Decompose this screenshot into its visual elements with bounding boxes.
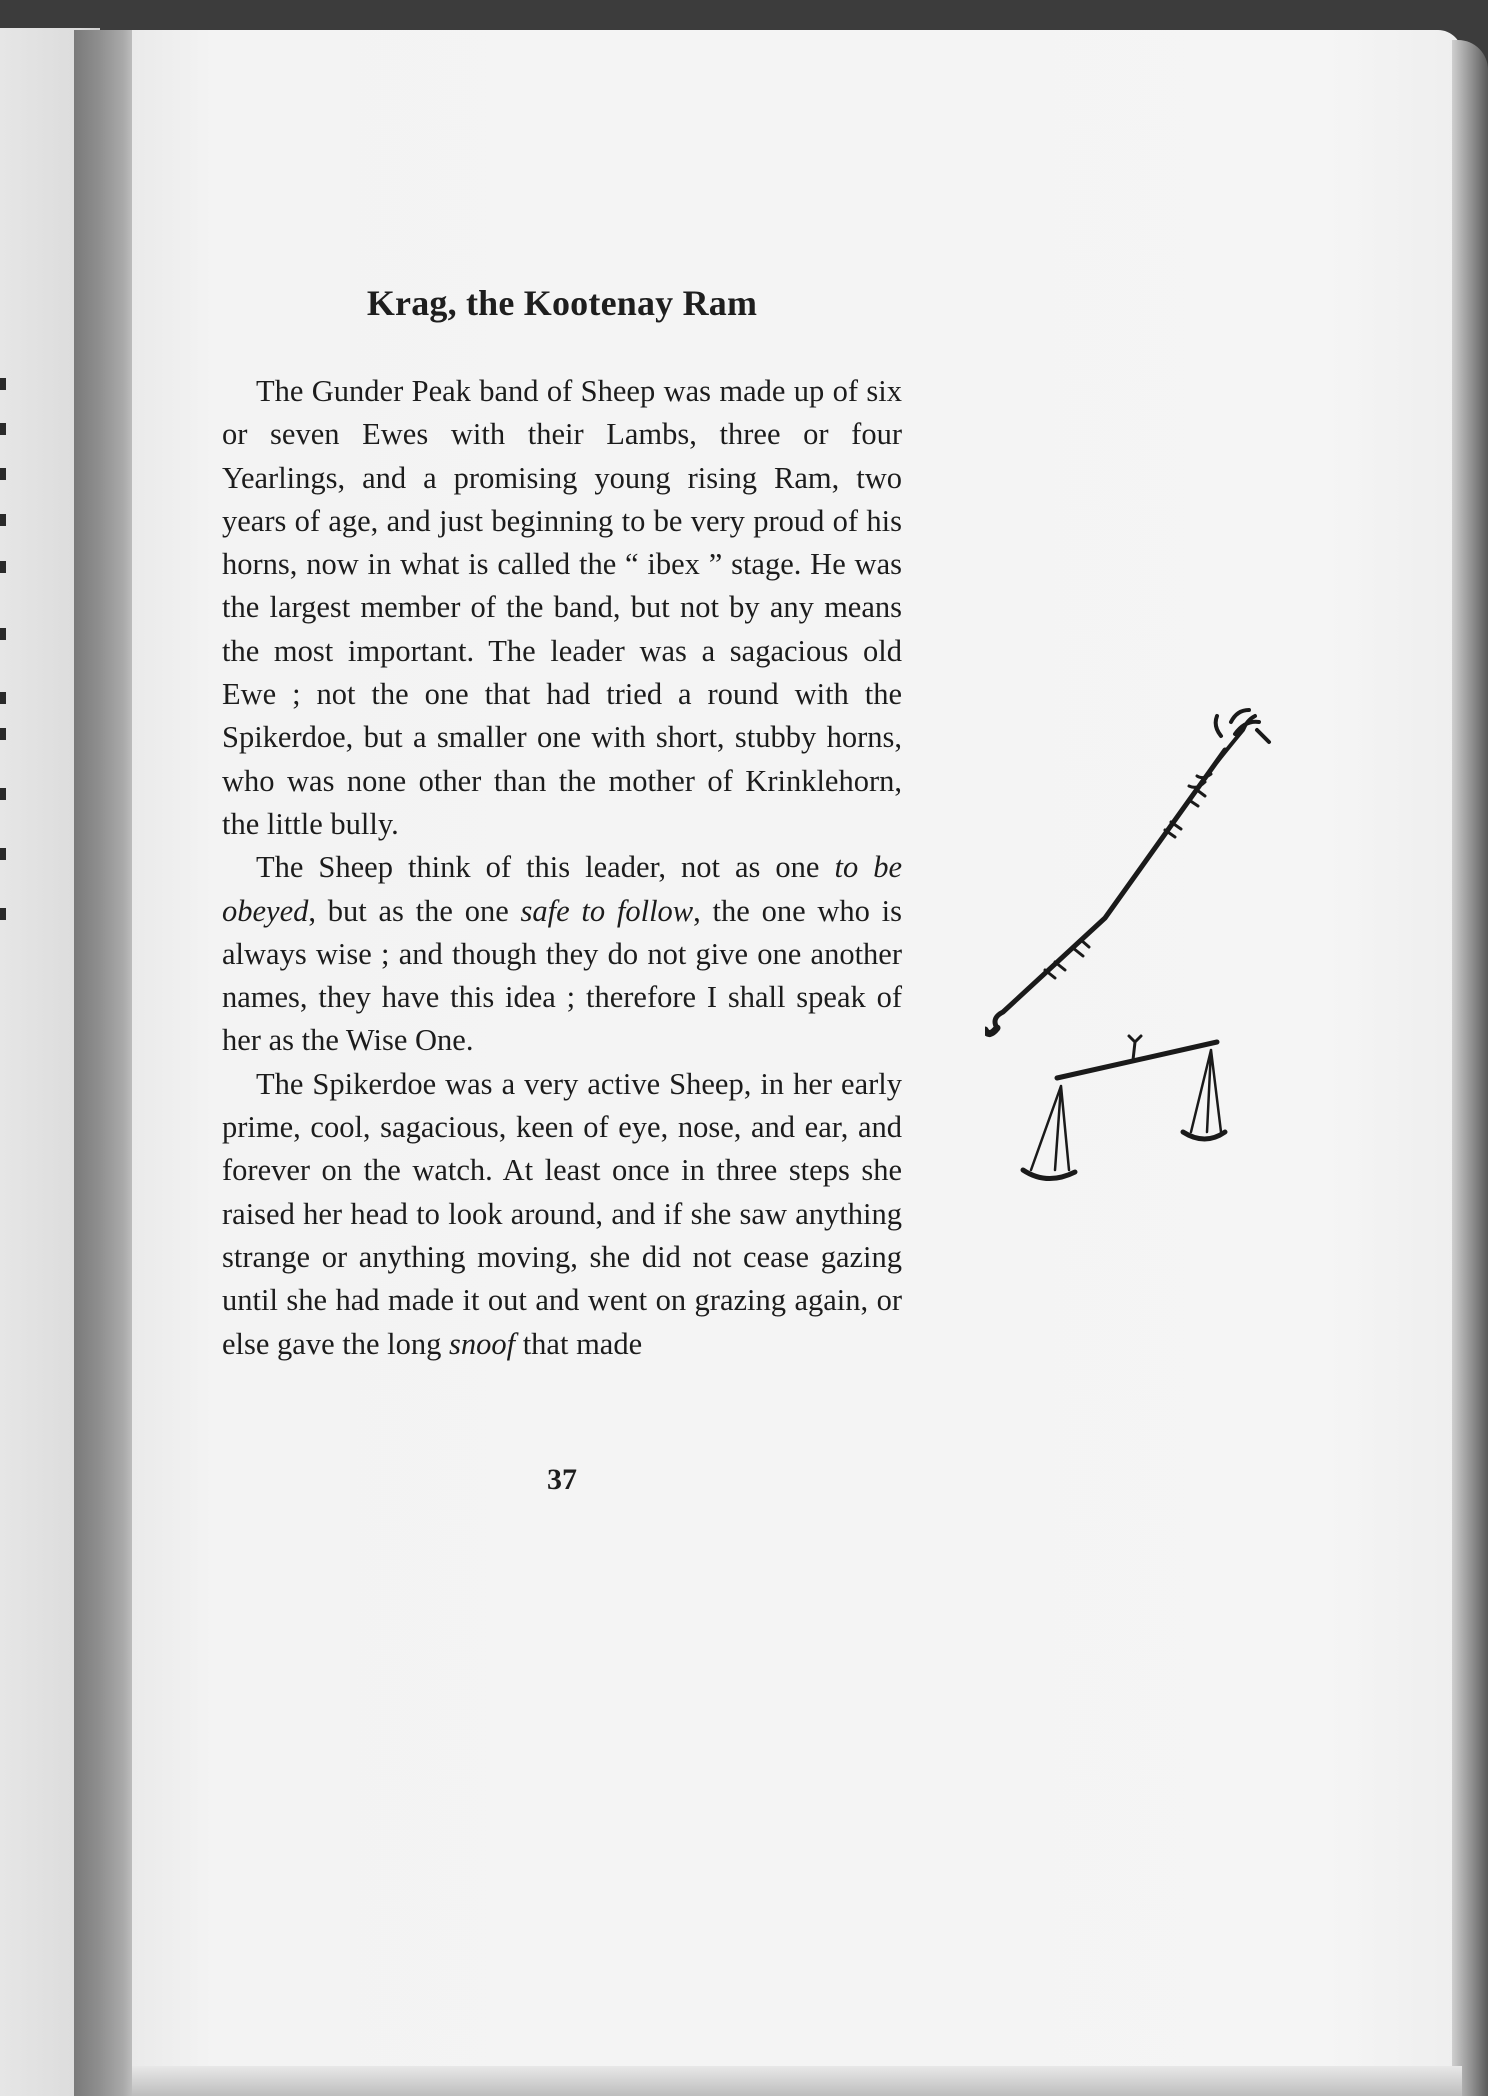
text-run: that made	[515, 1326, 643, 1361]
text-run: The Sheep think of this leader, not as one	[256, 850, 835, 885]
paragraph	[222, 1063, 902, 1366]
bleed-through-mark	[0, 423, 6, 435]
left-pan	[1023, 1170, 1075, 1179]
paragraph	[222, 846, 902, 1062]
bleed-through-mark	[0, 514, 6, 526]
staff-shaft	[995, 750, 1225, 1028]
bleed-through-mark	[0, 378, 6, 390]
bleed-through-mark	[0, 728, 6, 740]
staff-binding	[1165, 790, 1205, 837]
staff-binding	[1045, 940, 1089, 978]
bleed-through-mark	[0, 692, 6, 704]
staff-foliage	[1189, 774, 1211, 787]
scale-beam	[1057, 1042, 1217, 1078]
bleed-through-mark	[0, 788, 6, 800]
text-run: , but as the one	[308, 893, 521, 928]
scale-pivot	[1129, 1036, 1141, 1060]
text-run: , the one who is always wise ; and though they do not give one another names, they have this idea ; therefore I shall speak of her as the Wise One.	[222, 893, 903, 1058]
left-pan-cords	[1031, 1086, 1069, 1170]
bleed-through-mark	[0, 628, 6, 640]
right-pan	[1183, 1132, 1225, 1139]
bleed-through-mark	[0, 908, 6, 920]
bleed-through-mark	[0, 848, 6, 860]
page-number: 37	[547, 1463, 577, 1496]
body-text	[222, 370, 902, 1366]
italic-text: safe to follow	[520, 893, 694, 928]
running-head: Krag, the Kootenay Ram	[366, 283, 758, 323]
staff-and-scales-icon	[985, 670, 1285, 1230]
paragraph	[222, 370, 902, 846]
italic-text: to be obeyed	[222, 850, 902, 928]
staff-foliage	[1216, 710, 1269, 762]
text-run: The Spikerdoe was a very active Sheep, in her early prime, cool, sagacious, keen of eye, nose, and ear, and forever on the watch. At least once in three steps she raised her head to look around, and if she saw anything strange or anything moving, she did not cease gazing until she had made it out and went on grazing again, or else gave the long	[222, 1066, 902, 1361]
text-run: The Gunder Peak band of Sheep was made up of six or seven Ewes with their Lambs, three or four Yearlings, and a promising young rising Ram, two years of age, and just beginning to be very proud of his horns, now in what is called the “ ibex ” stage. He was the largest member of the band, but not by any means the most important. The leader was a sagacious old Ewe ; not the one that had tried a round with the Spikerdoe, but a smaller one with short, stubby horns, who was none other than the mother of Krinklehorn, the little bully.	[222, 374, 902, 841]
bleed-through-mark	[0, 468, 6, 480]
bottom-page-edge	[132, 2066, 1462, 2096]
right-page-edge	[1452, 40, 1488, 2096]
italic-text: snoof	[448, 1326, 516, 1361]
staff-hook	[985, 1028, 997, 1034]
right-pan-cords	[1191, 1050, 1221, 1132]
bleed-through-mark	[0, 561, 6, 573]
